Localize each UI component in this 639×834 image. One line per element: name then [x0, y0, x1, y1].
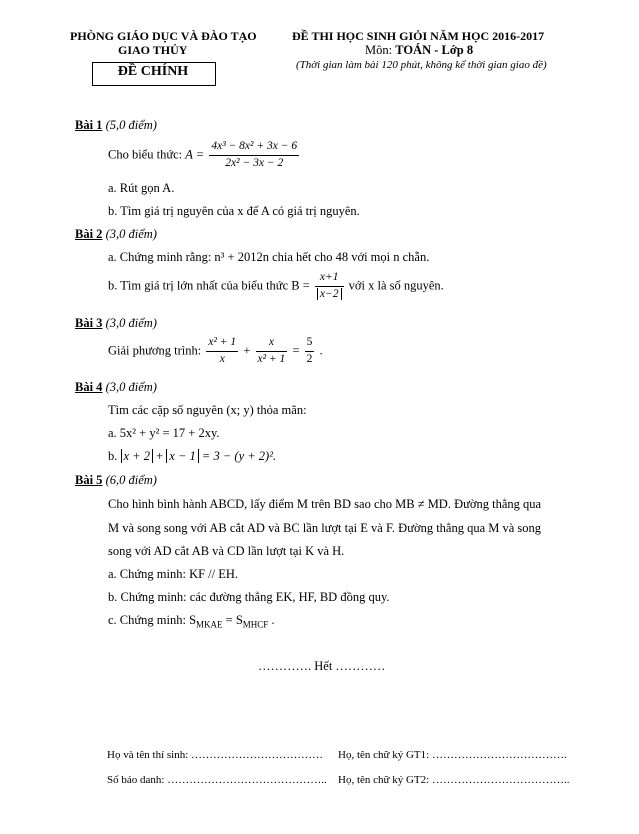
eq-fraction-1-num: x² + 1 — [206, 337, 238, 352]
official-label: ĐỀ CHÍNH — [117, 64, 189, 79]
problem-2-b-suffix: với x là số nguyên. — [348, 278, 444, 293]
eq-end: . — [319, 343, 323, 358]
subject-name: TOÁN — [395, 43, 432, 57]
problem-5-title: Bài 5 — [75, 473, 103, 487]
problem-2-part-b — [108, 272, 444, 300]
problem-2-b-prefix: b. Tìm giá trị lớn nhất của biểu thức B = — [108, 278, 310, 293]
problem-2-part-a: a. Chứng minh rằng: n³ + 2012n chia hết cho 48 với mọi n chẵn. — [108, 250, 430, 264]
district-name: GIAO THỦY — [118, 43, 188, 57]
exam-title: ĐỀ THI HỌC SINH GIỎI NĂM HỌC 2016-2017 — [292, 29, 545, 43]
problem-1-expression — [108, 141, 301, 169]
area-subscript-2: MHCF — [242, 619, 269, 630]
time-note: (Thời gian làm bài 120 phút, không kể thời gian giao đề) — [296, 59, 547, 71]
problem-5-heading — [75, 473, 157, 488]
grade: - Lớp 8 — [431, 43, 474, 57]
problem-3-intro: Giải phương trình: — [108, 343, 205, 358]
problem-5-line-1: Cho hình bình hành ABCD, lấy điểm M trên BD sao cho MB ≠ MD. Đường thẳng qua — [108, 497, 542, 511]
problem-5-c-mid: = S — [222, 613, 243, 627]
problem-5-c-end: . — [268, 613, 275, 627]
expr-denominator: 2x² − 3x − 2 — [225, 156, 284, 169]
problem-3-heading — [75, 316, 157, 331]
problem-4-part-b — [108, 449, 276, 464]
subject-prefix: Môn: — [365, 43, 396, 57]
department-name: PHÒNG GIÁO DỤC VÀ ĐÀO TẠO — [70, 29, 257, 43]
problem-3-title: Bài 3 — [75, 316, 103, 330]
expr-numerator: 4x³ − 8x² + 3x − 6 — [209, 141, 299, 156]
expr-fraction — [209, 141, 299, 169]
problem-1-part-b: b. Tìm giá trị nguyên của x để A có giá trị nguyên. — [108, 204, 360, 218]
eq-fraction-3-den: 2 — [306, 352, 313, 365]
eq-fraction-2 — [256, 337, 288, 365]
candidate-name-line: Họ và tên thí sinh: ……………………………… — [107, 749, 324, 761]
problem-4-title: Bài 4 — [75, 380, 103, 394]
problem-1-points: (5,0 điểm) — [105, 118, 157, 132]
problem-2-fraction — [315, 272, 344, 300]
problem-2-points: (3,0 điểm) — [105, 227, 157, 241]
problem-4-heading — [75, 380, 157, 395]
problem-5-line-2: M và song song với AB cắt AD và BC lần lượt tại E và F. Đường thẳng qua M và song — [108, 521, 542, 535]
problem-1-heading — [75, 118, 157, 133]
problem-4-intro: Tìm các cặp số nguyên (x; y) thỏa mãn: — [108, 403, 307, 417]
problem-2-denominator: x−2 — [317, 288, 342, 300]
problem-5-part-a: a. Chứng minh: KF // EH. — [108, 567, 239, 581]
problem-1-part-a: a. Rút gọn A. — [108, 181, 175, 195]
problem-4-part-a: a. 5x² + y² = 17 + 2xy. — [108, 426, 220, 440]
problem-3-equation — [108, 337, 323, 365]
eq-fraction-2-num: x — [256, 337, 288, 352]
area-subscript-1: MKAE — [196, 619, 223, 630]
candidate-number-line: Số báo danh: …………………………………….. — [107, 774, 327, 786]
problem-5-line-3: song với AD cắt AB và CD lần lượt tại K và H. — [108, 544, 345, 558]
problem-3-points: (3,0 điểm) — [105, 316, 157, 330]
problem-5-part-c — [108, 613, 275, 630]
end-marker: …………. Hết ………… — [258, 659, 386, 673]
problem-5-points: (6,0 điểm) — [105, 473, 157, 487]
problem-4-b-plus: + — [152, 449, 167, 463]
problem-5-c-prefix: c. Chứng minh: S — [108, 613, 197, 627]
eq-fraction-3 — [305, 337, 315, 365]
eq-fraction-1 — [206, 337, 238, 365]
problem-4-points: (3,0 điểm) — [105, 380, 157, 394]
problem-2-title: Bài 2 — [75, 227, 103, 241]
supervisor-1-line: Họ, tên chữ ký GT1: ………………………………. — [338, 749, 567, 761]
problem-4-abs-1: x + 2 — [121, 449, 153, 463]
problem-4-b-prefix: b. — [108, 449, 121, 463]
problem-1-intro: Cho biểu thức: — [108, 147, 186, 162]
eq-fraction-3-num: 5 — [305, 337, 315, 352]
subject-line — [365, 43, 473, 58]
eq-equals: = — [292, 343, 300, 358]
eq-fraction-1-den: x — [219, 352, 225, 365]
supervisor-2-line: Họ, tên chữ ký GT2: ……………………………….. — [338, 774, 570, 786]
expr-lhs: A = — [185, 147, 205, 162]
problem-2-numerator: x+1 — [315, 272, 344, 287]
problem-5-part-b: b. Chứng minh: các đường thẳng EK, HF, BD đồng quy. — [108, 590, 390, 604]
problem-4-abs-2: x − 1 — [166, 449, 198, 463]
problem-2-heading — [75, 227, 157, 242]
eq-plus: + — [243, 343, 251, 358]
problem-1-title: Bài 1 — [75, 118, 103, 132]
problem-4-b-rest: = 3 − (y + 2)². — [198, 449, 277, 463]
eq-fraction-2-den: x² + 1 — [257, 352, 286, 365]
